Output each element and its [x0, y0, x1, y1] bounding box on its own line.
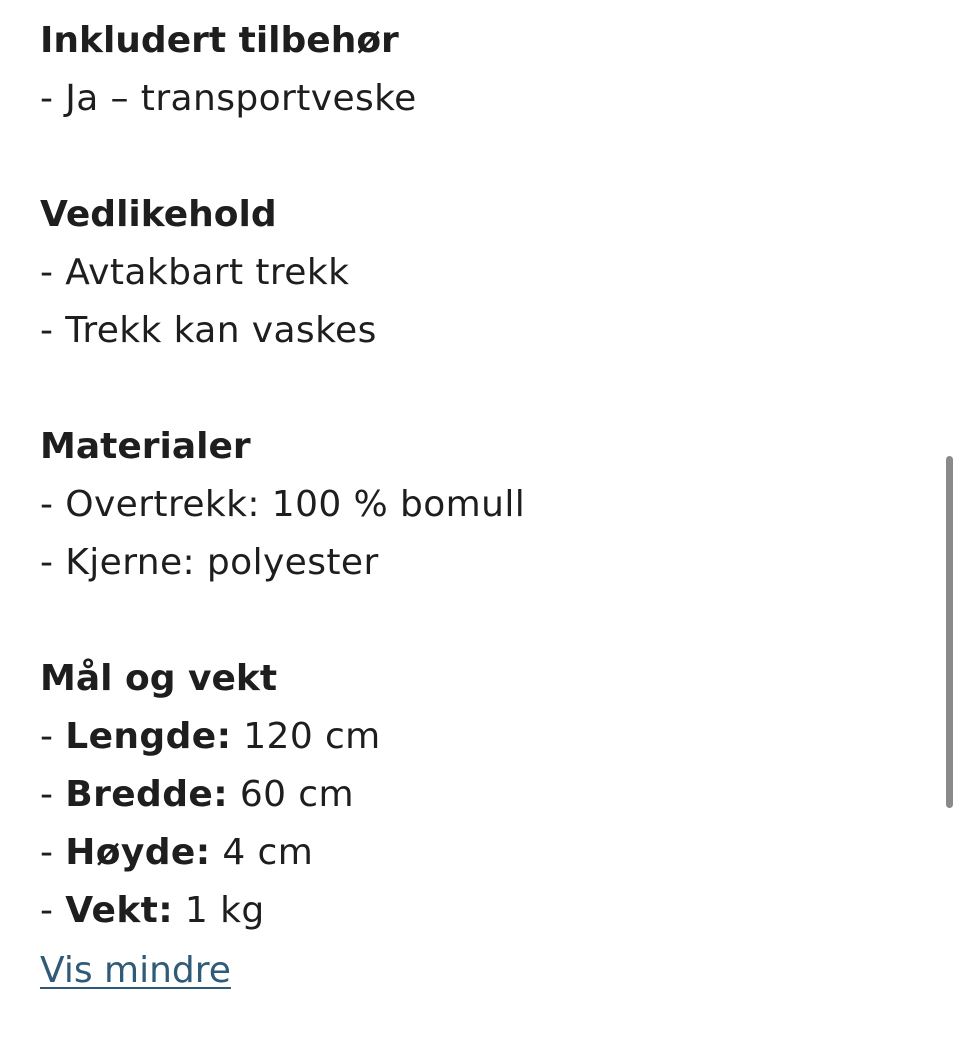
scrollbar-thumb[interactable] — [946, 456, 953, 808]
list-item: - Ja – transportveske — [40, 78, 417, 119]
spec-row-width — [40, 766, 920, 824]
spec-value: 60 cm — [228, 774, 354, 815]
section-dimensions — [40, 650, 920, 940]
list-item: - Trekk kan vaskes — [40, 310, 377, 351]
spec-prefix: - — [40, 716, 66, 757]
spec-prefix: - — [40, 774, 66, 815]
list-item: - Overtrekk: 100 % bomull — [40, 484, 526, 525]
section-maintenance — [40, 186, 920, 360]
spec-label: Vekt: — [65, 890, 174, 931]
spec-row-weight — [40, 882, 920, 940]
section-heading: Vedlikehold — [40, 194, 277, 235]
spec-prefix: - — [40, 832, 66, 873]
spec-label: Høyde: — [65, 832, 211, 873]
section-heading: Inkludert tilbehør — [40, 20, 399, 61]
section-materials — [40, 418, 920, 592]
spec-value: 1 kg — [173, 890, 265, 931]
list-item: - Avtakbart trekk — [40, 252, 350, 293]
spec-row-length — [40, 708, 920, 766]
spec-prefix: - — [40, 890, 66, 931]
spec-label: Lengde: — [65, 716, 232, 757]
section-heading: Mål og vekt — [40, 658, 278, 699]
section-accessories — [40, 12, 920, 128]
section-heading: Materialer — [40, 426, 251, 467]
spec-value: 4 cm — [210, 832, 314, 873]
product-details — [40, 12, 920, 1000]
spec-row-height — [40, 824, 920, 882]
list-item: - Kjerne: polyester — [40, 542, 379, 583]
show-less-link[interactable]: Vis mindre — [40, 950, 231, 991]
spec-value: 120 cm — [231, 716, 381, 757]
spec-label: Bredde: — [65, 774, 228, 815]
